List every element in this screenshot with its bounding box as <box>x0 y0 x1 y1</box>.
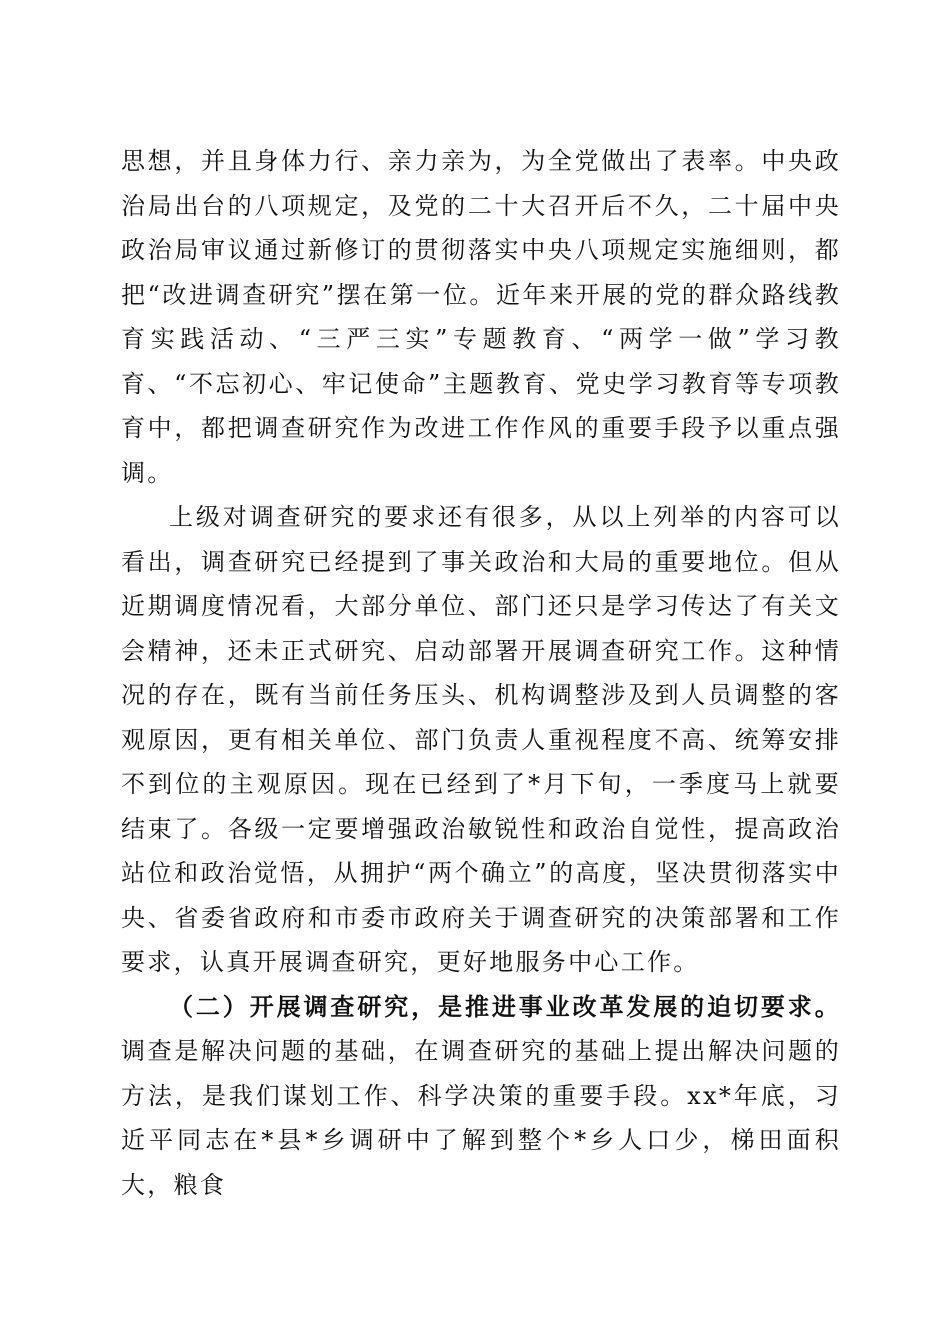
paragraph-3 <box>121 985 841 1208</box>
paragraph-2: 上级对调查研究的要求还有很多，从以上列举的内容可以看出，调查研究已经提到了事关政治和大局的重要地位。但从近期调度情况看，大部分单位、部门还只是学习传达了有关文会精神，还未正式研究、启动部署开展调查研究工作。这种情况的存在，既有当前任务压头、机构调整涉及到人员调整的客观原因，更有相关单位、部门负责人重视程度不高、统筹安排不到位的主观原因。现在已经到了*月下旬，一季度马上就要结束了。各级一定要增强政治敏锐性和政治自觉性，提高政治站位和政治觉悟，从拥护“两个确立”的高度，坚决贯彻落实中央、省委省政府和市委市政府关于调查研究的决策部署和工作要求，认真开展调查研究，更好地服务中心工作。 <box>121 503 841 976</box>
paragraph-1: 思想，并且身体力行、亲力亲为，为全党做出了表率。中央政治局出台的八项规定，及党的二十大召开后不久，二十届中央政治局审议通过新修订的贯彻落实中央八项规定实施细则，都把“改进调查研究”摆在第一位。近年来开展的党的群众路线教育实践活动、“三严三实”专题教育、“两学一做”学习教育、“不忘初心、牢记使命”主题教育、党史学习教育等专项教育中，都把调查研究作为改进工作作风的重要手段予以重点强调。 <box>121 147 841 487</box>
document-body <box>121 139 841 1207</box>
section-heading: （二）开展调查研究，是推进事业改革发展的迫切要求。 <box>169 991 841 1021</box>
paragraph-3-text: 调查是解决问题的基础，在调查研究的基础上提出解决问题的方法，是我们谋划工作、科学决策的重要手段。xx*年底，习近平同志在*县*乡调研中了解到整个*乡人口少，梯田面积大，粮食 <box>121 1037 841 1199</box>
